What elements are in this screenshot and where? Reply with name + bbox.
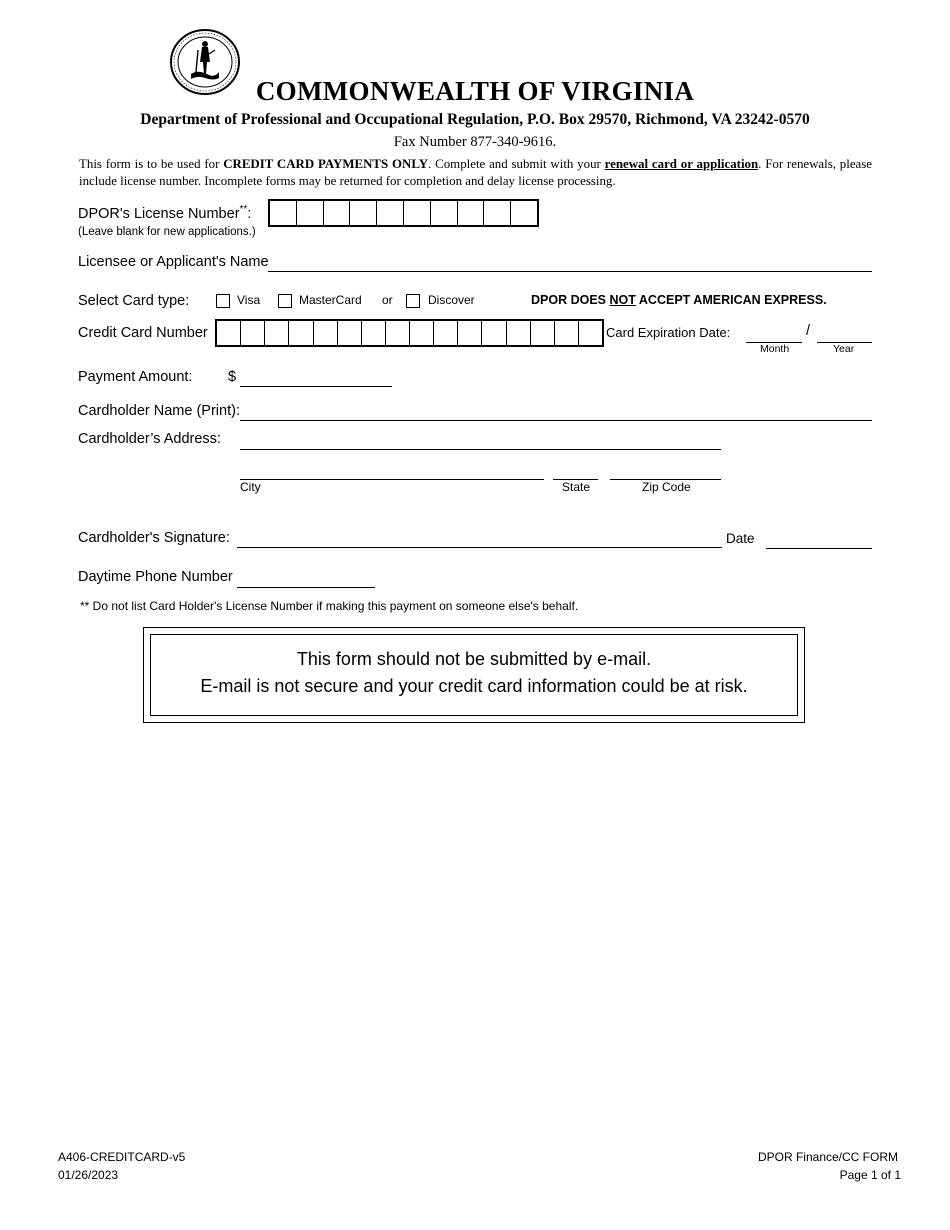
amex-notice-post: ACCEPT AMERICAN EXPRESS.: [635, 293, 827, 307]
intro-text-2: . Complete and submit with your: [428, 157, 605, 171]
intro-text-3: . For renewals, please include license number. Incomplete forms may be returned for completion and delay license processing.: [79, 157, 873, 188]
payment-amount-field[interactable]: [240, 386, 392, 387]
year-caption: Year: [833, 343, 855, 355]
email-warning-line-2: E-mail is not secure and your credit card information could be at risk.: [200, 676, 748, 696]
currency-symbol: $: [228, 369, 237, 385]
department-address: Department of Professional and Occupational Regulation, P.O. Box 29570, Richmond, VA 23242-0570: [140, 111, 810, 128]
state-caption: State: [562, 480, 591, 494]
discover-checkbox[interactable]: [406, 294, 420, 308]
credit-card-number-label: Credit Card Number: [78, 325, 208, 341]
city-field[interactable]: [240, 479, 544, 480]
cardholder-name-field[interactable]: [240, 420, 872, 421]
license-marker: **: [239, 204, 248, 215]
or-label: or: [382, 293, 393, 307]
cardholder-address-field[interactable]: [240, 449, 721, 450]
license-label-text: DPOR's License Number: [78, 205, 240, 222]
form-name: DPOR Finance/CC FORM: [757, 1150, 898, 1164]
license-number-boxes[interactable]: [268, 199, 539, 227]
daytime-phone-label: Daytime Phone Number: [78, 569, 233, 585]
intro-bold-credit-card: CREDIT CARD PAYMENTS ONLY: [223, 157, 429, 171]
month-caption: Month: [760, 343, 790, 355]
visa-label: Visa: [237, 293, 261, 307]
form-date: 01/26/2023: [58, 1168, 119, 1182]
licensee-name-field[interactable]: [268, 271, 872, 272]
card-type-label: Select Card type:: [78, 293, 190, 309]
payment-amount-label: Payment Amount:: [78, 369, 193, 385]
cardholder-name-label: Cardholder Name (Print):: [78, 403, 240, 419]
form-id: A406-CREDITCARD-v5: [58, 1150, 186, 1164]
intro-paragraph: [79, 156, 872, 190]
amex-notice-pre: DPOR DOES: [531, 293, 610, 307]
cardholder-signature-field[interactable]: [237, 547, 722, 548]
daytime-phone-field[interactable]: [237, 587, 375, 588]
email-warning-box: [143, 627, 805, 723]
amex-notice-not: NOT: [609, 293, 636, 307]
expiration-slash: /: [806, 323, 811, 339]
footnote: ** Do not list Card Holder's License Number if making this payment on someone else's behalf.: [80, 599, 579, 613]
cardholder-signature-label: Cardholder's Signature:: [78, 530, 230, 546]
amex-notice: [531, 293, 827, 307]
page-title: COMMONWEALTH OF VIRGINIA: [255, 76, 695, 106]
intro-text-1: This form is to be used for: [79, 157, 224, 171]
date-label: Date: [726, 531, 755, 546]
license-hint: (Leave blank for new applications.): [78, 226, 256, 238]
credit-card-number-boxes[interactable]: [215, 319, 604, 347]
fax-number: Fax Number 877-340-9616.: [393, 134, 557, 150]
license-number-label: [78, 204, 251, 222]
page-number: Page 1 of 1: [839, 1168, 901, 1182]
city-caption: City: [240, 480, 261, 494]
licensee-name-label: Licensee or Applicant's Name: [78, 254, 269, 270]
zip-code-caption: Zip Code: [642, 480, 691, 494]
intro-bold-renewal: renewal card or application: [604, 157, 759, 171]
email-warning-line-1: This form should not be submitted by e-mail.: [296, 649, 652, 669]
discover-label: Discover: [428, 293, 475, 307]
date-field[interactable]: [766, 548, 872, 549]
visa-checkbox[interactable]: [216, 294, 230, 308]
license-colon: :: [247, 205, 252, 222]
mastercard-checkbox[interactable]: [278, 294, 292, 308]
expiration-date-label: Card Expiration Date:: [606, 325, 731, 340]
cardholder-address-label: Cardholder’s Address:: [78, 431, 221, 447]
mastercard-label: MasterCard: [299, 293, 362, 307]
